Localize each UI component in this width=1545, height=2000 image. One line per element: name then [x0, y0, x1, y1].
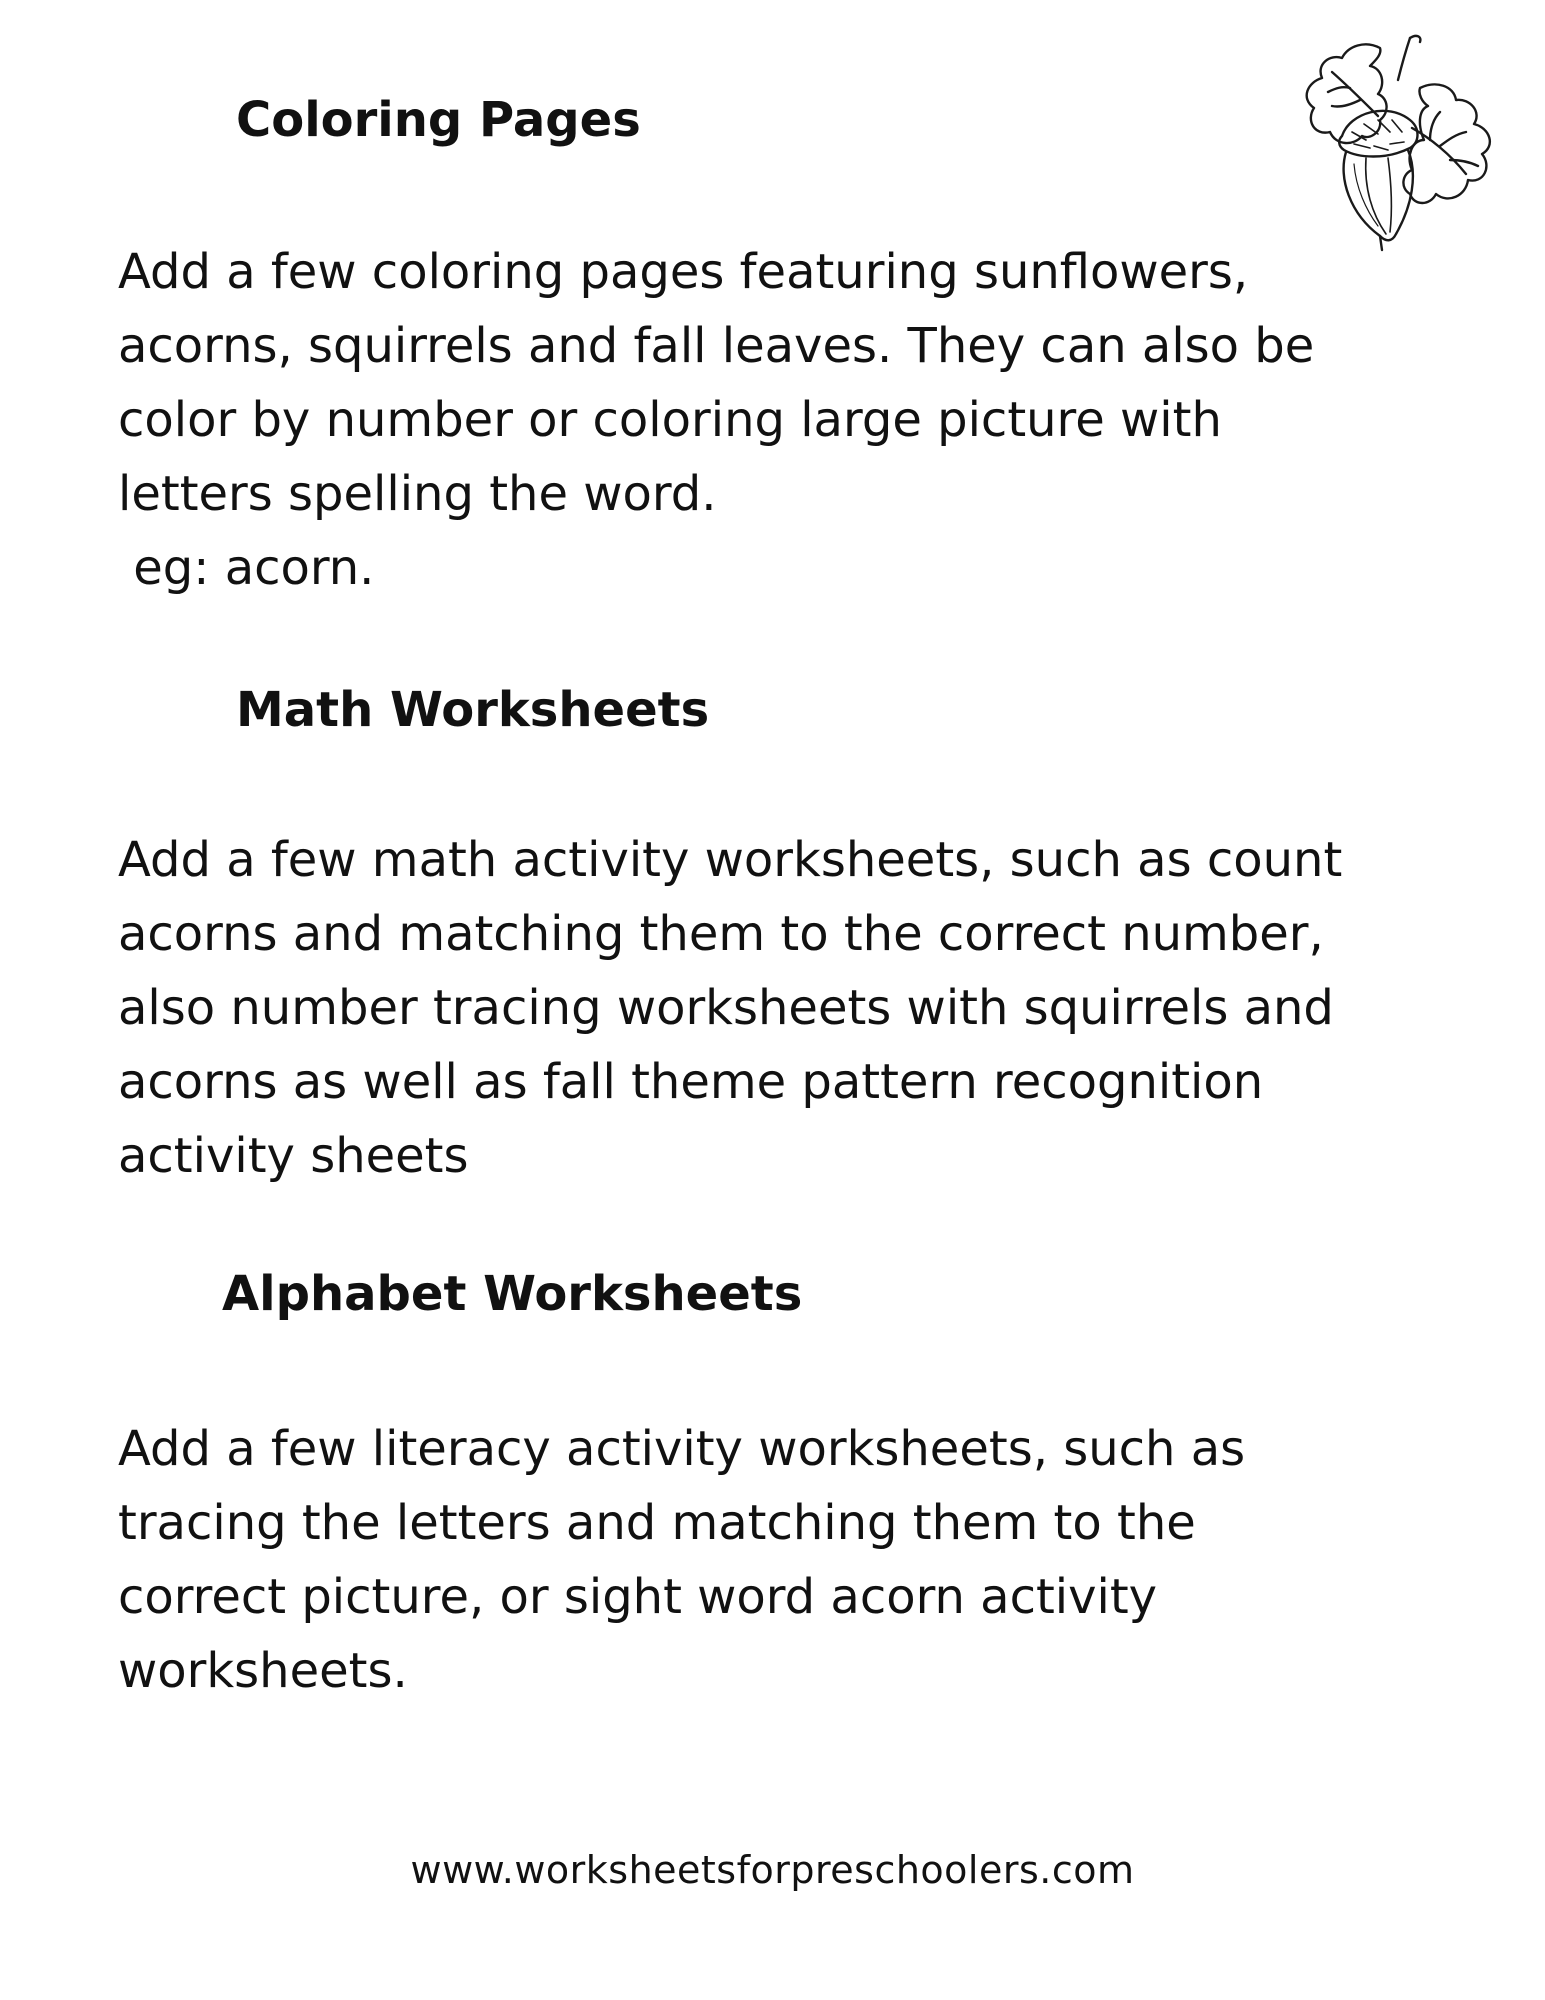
body-line: tracing the letters and matching them to the: [118, 1495, 1196, 1551]
acorn-with-oak-leaves-icon: [1270, 28, 1520, 268]
body-line: acorns as well as fall theme pattern recognition: [118, 1054, 1264, 1110]
body-line: Add a few literacy activity worksheets, such as: [118, 1421, 1246, 1477]
body-line: Add a few math activity worksheets, such as count: [118, 832, 1343, 888]
body-line: also number tracing worksheets with squirrels and: [118, 980, 1334, 1036]
section-body-math-worksheets: [118, 823, 1448, 1193]
body-line: color by number or coloring large picture with: [118, 392, 1222, 448]
section-body-coloring-pages: [118, 235, 1448, 605]
section-body-alphabet-worksheets: [118, 1412, 1448, 1708]
body-line: acorns and matching them to the correct number,: [118, 906, 1324, 962]
section-heading-math-worksheets: Math Worksheets: [236, 682, 710, 738]
section-heading-alphabet-worksheets: Alphabet Worksheets: [222, 1266, 803, 1322]
body-line: eg: acorn.: [118, 540, 375, 596]
body-line: letters spelling the word.: [118, 466, 717, 522]
body-line: Add a few coloring pages featuring sunflowers,: [118, 244, 1249, 300]
body-line: activity sheets: [118, 1128, 469, 1184]
section-heading-coloring-pages: Coloring Pages: [236, 92, 641, 148]
footer-website-url: www.worksheetsforpreschoolers.com: [410, 1848, 1135, 1892]
body-line: correct picture, or sight word acorn activity: [118, 1569, 1158, 1625]
body-line: acorns, squirrels and fall leaves. They can also be: [118, 318, 1315, 374]
body-line: worksheets.: [118, 1643, 408, 1699]
